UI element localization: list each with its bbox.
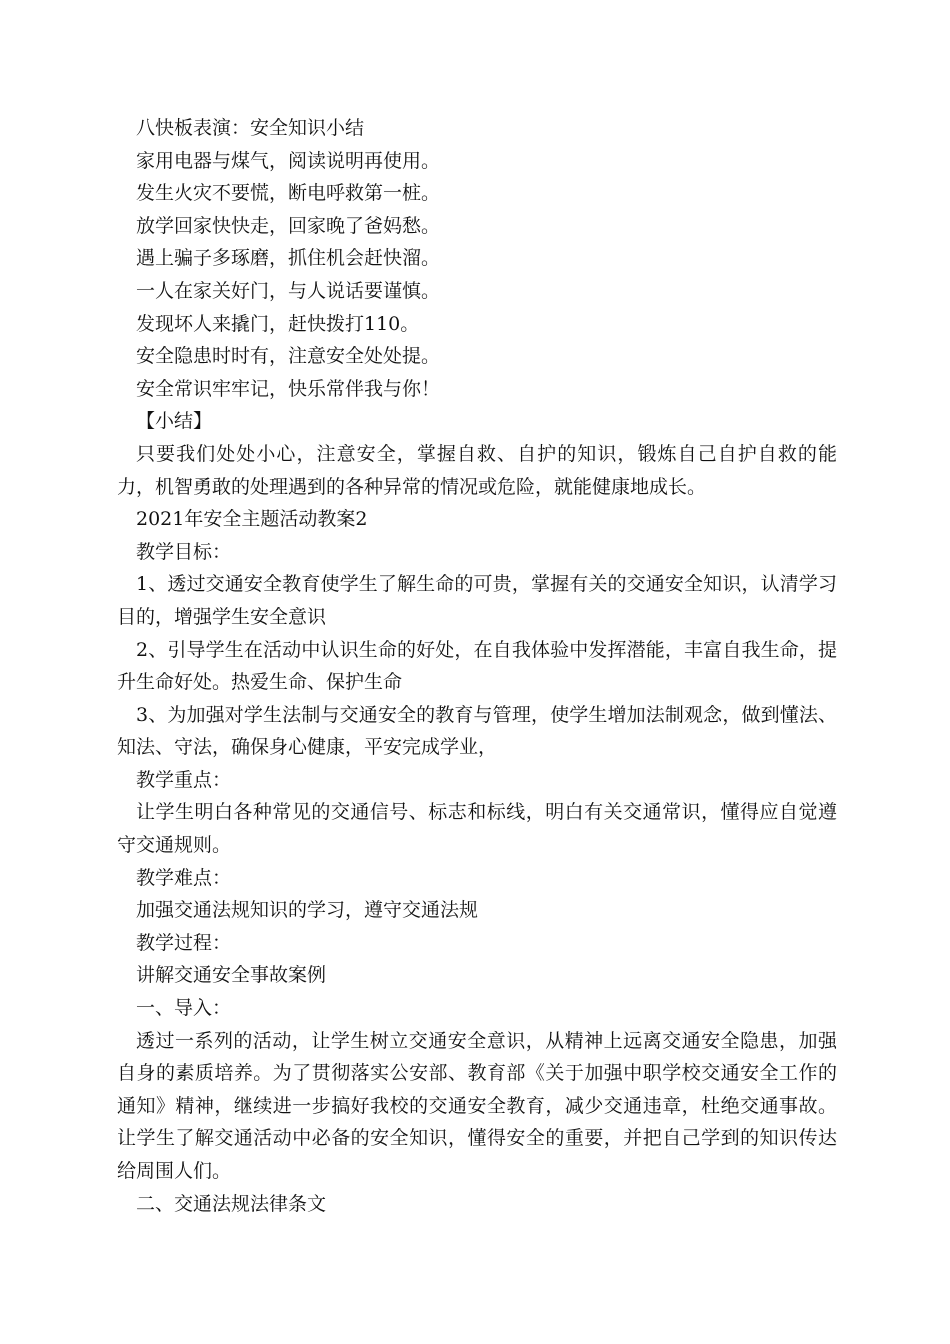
paragraph-verse: 一人在家关好门，与人说话要谨慎。 xyxy=(136,279,441,302)
paragraph-key-points: 让学生明白各种常见的交通信号、标志和标线，明白有关交通常识，懂得应自觉遵守交通规则。 xyxy=(117,801,837,857)
objective-item-1: 1、透过交通安全教育使学生了解生命的可贵，掌握有关的交通安全知识，认清学习目的，增强学生安全意识 xyxy=(117,573,837,628)
paragraph-verse: 安全常识牢牢记，快乐常伴我与你！ xyxy=(136,377,441,400)
paragraph-verse: 发现坏人来撬门，赶快拨打110。 xyxy=(136,312,420,335)
section-heading-traffic-laws: 二、交通法规法律条文 xyxy=(136,1192,327,1215)
section-heading-difficulties: 教学难点： xyxy=(136,866,232,889)
paragraph-difficulties: 加强交通法规知识的学习，遵守交通法规 xyxy=(136,899,479,922)
paragraph-summary: 只要我们处处小心，注意安全，掌握自救、自护的知识，锻炼自己自护自救的能力，机智勇敢的处理遇到的各种异常的情况或危险，就能健康地成长。 xyxy=(117,442,837,498)
section-title-lesson-plan-2: 2021年安全主题活动教案2 xyxy=(136,508,368,531)
document-body xyxy=(117,112,837,1220)
paragraph-verse: 家用电器与煤气，阅读说明再使用。 xyxy=(136,149,441,172)
paragraph-kuaiban-title: 八快板表演：安全知识小结 xyxy=(136,117,365,139)
section-heading-process: 教学过程： xyxy=(136,931,232,954)
objective-item-2: 2、引导学生在活动中认识生命的好处，在自我体验中发挥潜能，丰富自我生命，提升生命好处。热爱生命、保护生命 xyxy=(117,638,837,694)
paragraph-verse: 安全隐患时时有，注意安全处处提。 xyxy=(136,345,441,368)
paragraph-verse: 发生火灾不要慌，断电呼救第一桩。 xyxy=(136,182,441,205)
section-heading-summary: 【小结】 xyxy=(136,410,213,433)
paragraph-verse: 放学回家快快走，回家晚了爸妈愁。 xyxy=(136,214,441,237)
paragraph-process: 讲解交通安全事故案例 xyxy=(136,964,327,987)
section-heading-key-points: 教学重点： xyxy=(136,768,232,791)
section-heading-objectives: 教学目标： xyxy=(136,540,232,563)
paragraph-verse: 遇上骗子多琢磨，抓住机会赶快溜。 xyxy=(136,247,441,270)
section-heading-introduction: 一、导入： xyxy=(136,997,232,1020)
paragraph-introduction: 透过一系列的活动，让学生树立交通安全意识，从精神上远离交通安全隐患，加强自身的素质培养。为了贯彻落实公安部、教育部《关于加强中职学校交通安全工作的通知》精神，继续进一步搞好我校的交通安全教育，减少交通违章，杜绝交通事故。让学生了解交通活动中必备的安全知识，懂得安全的重要，并把自己学到的知识传达给周围人们。 xyxy=(117,1029,837,1182)
objective-item-3: 3、为加强对学生法制与交通安全的教育与管理，使学生增加法制观念，做到懂法、知法、守法，确保身心健康，平安完成学业， xyxy=(117,703,837,759)
